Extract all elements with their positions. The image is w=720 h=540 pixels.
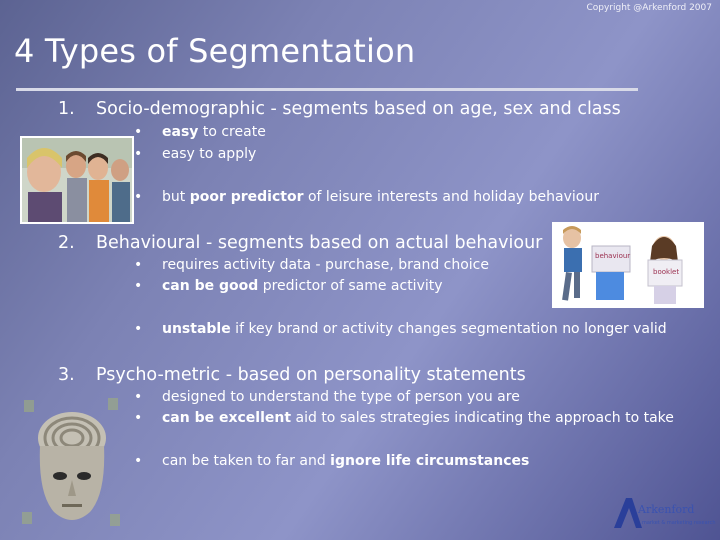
- bullet: [134, 453, 529, 469]
- bullet-text: designed to understand the type of person you are: [162, 389, 520, 405]
- bullet: [134, 278, 443, 294]
- section-3-heading: [58, 365, 526, 385]
- bullet-dot: •: [134, 278, 143, 294]
- logo-wordmark: Arkenford: [638, 503, 695, 516]
- bullet: [134, 124, 266, 140]
- bullet: [134, 389, 520, 405]
- arkenford-logo: [612, 496, 716, 530]
- people-photo: [20, 136, 134, 224]
- bullet-dot: •: [134, 189, 143, 205]
- arkenford-logo-art: [612, 496, 716, 530]
- bullet-bold: unstable: [162, 321, 231, 337]
- children-photo-art: [552, 222, 704, 308]
- section-number: 1.: [58, 99, 75, 119]
- bullet-text: if key brand or activity changes segmentation no longer valid: [230, 321, 667, 337]
- section-1-heading: [58, 99, 621, 119]
- maze-head-image: [20, 394, 124, 534]
- bullet-dot: •: [134, 321, 143, 337]
- bullet-dot: •: [134, 124, 143, 140]
- bullet-bold: can be good: [162, 278, 259, 294]
- bullet-text: to create: [198, 124, 266, 140]
- section-title: Socio-demographic - segments based on age, sex and class: [96, 99, 621, 119]
- people-photo-art: [22, 138, 132, 222]
- bullet: [134, 410, 674, 426]
- bullet-text-pre: can be taken to far and: [162, 453, 331, 469]
- section-title: Psycho-metric - based on personality statements: [96, 365, 526, 385]
- title-divider: [16, 88, 638, 91]
- bullet-text: of leisure interests and holiday behaviour: [303, 189, 599, 205]
- section-number: 3.: [58, 365, 75, 385]
- bullet: [134, 146, 256, 162]
- bullet-dot: •: [134, 410, 143, 426]
- bullet: [134, 321, 667, 337]
- bullet-text: requires activity data - purchase, brand choice: [162, 257, 489, 273]
- bullet-dot: •: [134, 257, 143, 273]
- bullet-dot: •: [134, 389, 143, 405]
- bullet-text: predictor of same activity: [258, 278, 443, 294]
- children-photo: [552, 222, 704, 308]
- section-number: 2.: [58, 233, 75, 253]
- bullet-text: easy to apply: [162, 146, 257, 162]
- bullet-bold: ignore life circumstances: [330, 453, 530, 469]
- section-title: Behavioural - segments based on actual behaviour: [96, 233, 543, 253]
- bullet-bold: poor predictor: [189, 189, 304, 205]
- bullet-bold: can be excellent: [162, 410, 292, 426]
- sign-text-behaviour: behaviour: [595, 252, 631, 260]
- section-2-heading: [58, 233, 542, 253]
- bullet-dot: •: [134, 453, 143, 469]
- bullet: [134, 257, 489, 273]
- bullet-bold: easy: [162, 124, 199, 140]
- bullet-text: aid to sales strategies indicating the approach to take: [291, 410, 674, 426]
- bullet-text-pre: but: [162, 189, 190, 205]
- maze-head-art: [20, 394, 124, 534]
- sign-text-booklet: booklet: [653, 268, 680, 276]
- copyright-text: Copyright @Arkenford 2007: [586, 3, 712, 13]
- slide-title: 4 Types of Segmentation: [14, 32, 416, 70]
- bullet: [134, 189, 599, 205]
- logo-tagline: market & marketing research: [642, 520, 716, 526]
- bullet-dot: •: [134, 146, 143, 162]
